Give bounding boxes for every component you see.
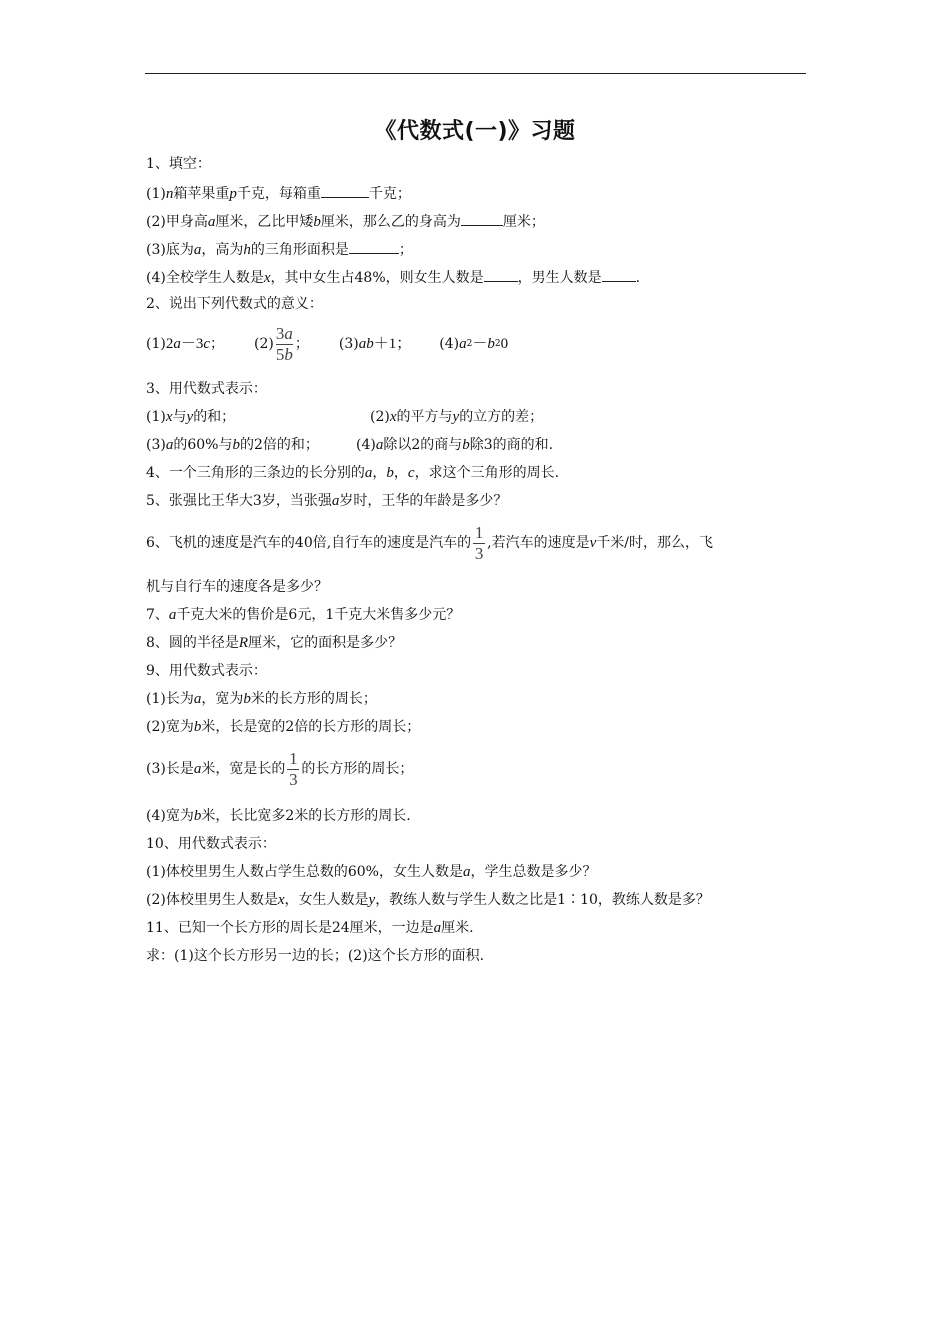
answer-blank xyxy=(602,267,636,282)
q2-items: (1) 2 a －3 c ； (2) $\frac{3a}{5b}$ ； (3) ab ＋1； (4) a 2 － b 2 0 xyxy=(146,323,509,364)
q9-item-1: (1)长为a，宽为b米的长方形的周长； xyxy=(146,691,377,707)
q3-heading: 3、用代数式表示： xyxy=(146,381,267,397)
answer-blank xyxy=(349,239,399,254)
q6-line-1: 6、飞机的速度是汽车的40倍,自行车的速度是汽车的 $\frac{1}{3}$ ,若汽车的速度是 v 千米/时，那么，飞 xyxy=(146,522,714,563)
q6-line-2: 机与自行车的速度各是多少？ xyxy=(146,579,328,595)
q10-item-1: (1)体校里男生人数占学生总数的60%，女生人数是a，学生总数是多少？ xyxy=(146,864,597,880)
q3-item-3: (3)a的60%与b的2倍的和； xyxy=(146,437,319,453)
answer-blank xyxy=(321,183,369,198)
answer-blank xyxy=(461,211,503,226)
q9-item-3: (3)长是 a 米，宽是长的 $\frac{1}{3}$ 的长方形的周长； xyxy=(146,748,414,789)
fraction-one-third: $\frac{1}{3}$ xyxy=(474,522,484,563)
q1-item-4: (4)全校学生人数是x，其中女生占48%，则女生人数是 ，男生人数是 . xyxy=(146,267,640,287)
q1-heading: 1、填空： xyxy=(146,156,211,172)
q9-heading: 9、用代数式表示： xyxy=(146,663,267,679)
q10-item-2: (2)体校里男生人数是x，女生人数是y，教练人数与学生人数之比是1∶10，教练人数是多？ xyxy=(146,892,710,908)
fraction-3a-over-5b: $\frac{3a}{5b}$ xyxy=(275,323,293,364)
q1-item-3: (3)底为a，高为h的三角形面积是 ； xyxy=(146,239,413,259)
q3-item-4: (4)a除以2的商与b除3的商的和. xyxy=(356,437,554,453)
answer-blank xyxy=(484,267,518,282)
q5: 5、张强比王华大3岁，当张强a岁时，王华的年龄是多少？ xyxy=(146,493,508,509)
q9-item-4: (4)宽为b米，长比宽多2米的长方形的周长. xyxy=(146,808,411,824)
q7: 7、a千克大米的售价是6元，1千克大米售多少元？ xyxy=(146,607,461,623)
page-title: 《代数式(一)》习题 xyxy=(374,119,576,144)
q4: 4、一个三角形的三条边的长分别的a，b，c，求这个三角形的周长. xyxy=(146,465,560,481)
fraction-one-third: $\frac{1}{3}$ xyxy=(289,748,298,789)
q8: 8、圆的半径是R厘米，它的面积是多少？ xyxy=(146,635,403,651)
q1-item-2: (2)甲身高a厘米，乙比甲矮b厘米，那么乙的身高为 厘米； xyxy=(146,211,545,231)
q11-line-1: 11、已知一个长方形的周长是24厘米，一边是a厘米. xyxy=(146,920,474,936)
q1-item-1: (1)n箱苹果重p千克，每箱重 千克； xyxy=(146,183,411,203)
q10-heading: 10、用代数式表示： xyxy=(146,836,276,852)
q3-item-2: (2)x的平方与y的立方的差； xyxy=(370,409,544,425)
q11-line-2: 求：(1)这个长方形另一边的长；(2)这个长方形的面积. xyxy=(146,948,485,964)
header-rule xyxy=(145,73,806,74)
q2-heading: 2、说出下列代数式的意义： xyxy=(146,296,323,312)
q3-item-1: (1)x与y的和； xyxy=(146,409,236,425)
q9-item-2: (2)宽为b米，长是宽的2倍的长方形的周长； xyxy=(146,719,421,735)
